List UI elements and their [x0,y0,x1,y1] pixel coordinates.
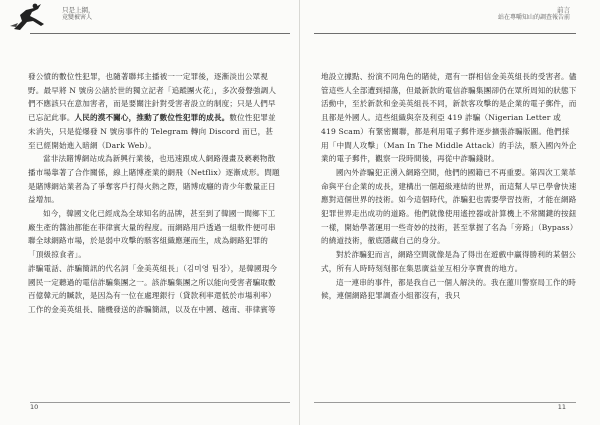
paragraph-text: 當非法賭博網站成為新興行業後，也迅速跟成人網路漫畫及褻褻物散播市場靠著了合作關係，線上賭博產業的網飛（Netflix）逐漸成形。問題是賭博網站業者為了爭奪客戶打得火熱之際，賭博成癮的青少年數量正日益增加。 [28,154,280,205]
body-paragraph [28,152,280,207]
running-figure-illustration [8,2,52,32]
body-paragraph [321,70,577,166]
page-body [321,70,577,303]
paragraph-text: 這一連串的事件，都是我自己一個人解決的。我在蓮川警察局工作的時候，連個網路犯罪調查小組都沒有，我只 [321,277,577,301]
footer-rule [314,402,576,403]
book-title-line1: 只是上網， [62,6,95,14]
paragraph-text: 地設立據點、扮演不同角色的賭徒，還有一群相信金美英組長的受害者。儘管這些人全部遭到掃蕩，但最新款的電信詐騙集團卻仍在眾所周知的狀態下活動中，至於新款和金美英組長不同，新款客攻擊的是企業的電子郵件，而且都是外國人。這些組織與奈及利亞 419 詐騙（Nigerian Letter 或 419 Scam）有緊密關聯，都是利用電子郵件逐步擴張詐騙版圖。他們採用「中間人攻擊」（Man In The Middle Attack）的手法，駭入國內外企業的電子郵件，觀察一段時間後，再從中詐騙錢財。 [321,72,577,164]
body-paragraph [28,207,280,262]
paragraph-text: 詐騙電話、詐騙簡訊的代名詞「金美英組長」（김미영 팀장），是韓國現今國民一定聽過的電信詐騙集團之一。該詐騙集團之所以能向受害者騙取數百億韓元的贓款，是因為有一位在處理銀行（貸款利率還低於市場利率）工作的金美英組長、隨機發送的詐騙簡訊，以及在中國、越南、菲律賓等 [28,263,278,314]
section-title: 前言 [557,6,570,14]
body-paragraph [28,70,280,152]
right-page [300,0,600,425]
page-number: 10 [30,403,39,411]
body-paragraph [321,166,577,248]
running-header [390,6,570,30]
page-body [28,70,280,317]
footer-rule [30,402,290,403]
section-subtitle: 站在專嚼知山的調查報告前 [497,14,570,21]
book-title-line2: 竟變被害人 [62,14,93,21]
body-paragraph [321,248,577,275]
header-rule [30,33,290,34]
body-paragraph [321,276,577,303]
paragraph-text: 如今，韓國文化已經成為全球知名的品牌，甚至到了韓國一間鄉下工廠生產的醬油都能在菲律賓大量的程度。而網路用戶透過一組軟件便可串聯全球網路市場，於是弱中攻擊的駭客組織應運而生，成為網路犯罪的「頂級掠食者」。 [28,209,276,260]
paragraph-text: 數位性犯罪並未消失，只是從爆發 N 號房事件的 Telegram 轉向 Discord 而已，甚至已經開始進入暗網（Dark Web）。 [28,113,276,150]
emphasized-text: 人民的漠不關心，推動了數位性犯罪的成長。 [74,113,230,123]
header-rule [314,33,576,34]
body-paragraph [28,262,280,317]
paragraph-text: 國內外詐騙犯正湧入網路空間，他們的國籍已不再重要。第四次工業革命與平台企業的成長，建構出一個超級連結的世界，而這幫人早已學會快速應對這個世界的技術。如今這個時代，詐騙犯也需要學習技術，才能在網路犯罪世界走出成功的道路。他們就像使用遙控器或計算機上不常關鍵的按鈕一樣，開始學著運用一些奇妙的技術，甚至掌握了名為「旁路」（Bypass）的繞道技術，徹底隱藏自己的身分。 [321,167,577,246]
paragraph-text: 發公憤的數位性犯罪，也隨著聯邦主播被一一定罪後，逐漸淡出公眾視野。最早將 N 號房公諸於世的獨立記者「追蹤團火花」，多次發聲強調人們不應該只在意加害者，而是要關注針對受害者設立的制度；只是人們早已忘記此事。 [28,72,277,123]
running-header [62,6,222,30]
paragraph-text: 對於詐騙犯而言，網路空間就像是為了得出在遊戲中贏得勝利的某個公式，所有人時時刻刻都在集思廣益並互相分享寶貴的地方。 [321,250,577,273]
page-number: 11 [557,403,566,411]
